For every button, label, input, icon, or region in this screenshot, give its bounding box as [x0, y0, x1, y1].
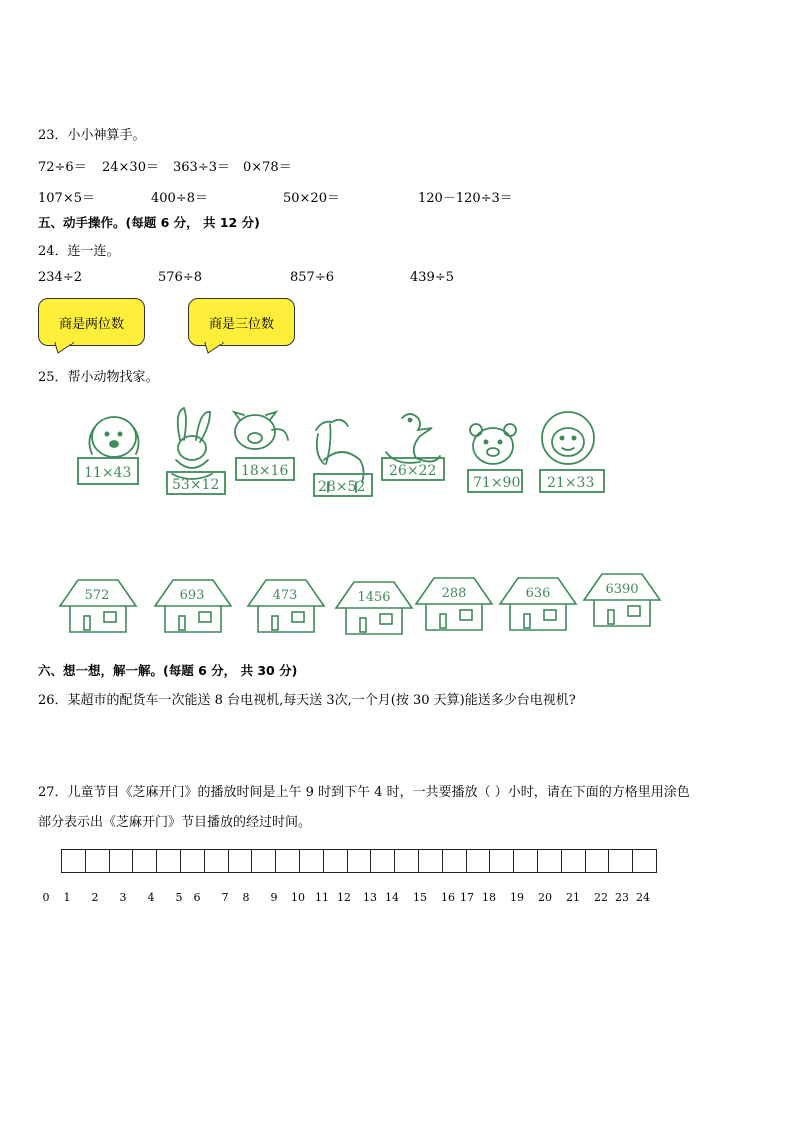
grid-cell[interactable] [133, 849, 157, 873]
speech-bubble-three-digit [188, 298, 295, 346]
q23-title: 23．小小神算手。 [38, 128, 146, 143]
tick-label: 9 [270, 891, 278, 904]
tick-label: 6 [193, 891, 201, 904]
tick-label: 12 [337, 891, 351, 904]
tick-label: 19 [510, 891, 524, 904]
animal-label: 71×90 [473, 475, 521, 491]
grid-cell[interactable] [252, 849, 276, 873]
grid-cell[interactable] [276, 849, 300, 873]
tick-label: 13 [363, 891, 377, 904]
grid-cell[interactable] [157, 849, 181, 873]
house-label: 473 [272, 588, 298, 603]
tick-label: 5 [175, 891, 183, 904]
grid-cell[interactable] [395, 849, 419, 873]
grid-cell[interactable] [586, 849, 610, 873]
speech-bubble-two-digit [38, 298, 145, 346]
section-six-heading: 六、想一想，解一解。(每题 6 分， 共 30 分) [38, 663, 298, 678]
grid-cell[interactable] [181, 849, 205, 873]
tick-label: 16 [441, 891, 455, 904]
grid-cell[interactable] [348, 849, 372, 873]
animal-label: 21×33 [547, 475, 595, 491]
tick-label: 24 [636, 891, 650, 904]
animals-and-houses-illustration [0, 400, 794, 640]
tick-label: 17 [460, 891, 474, 904]
q23-expr: 120－120÷3＝ [418, 191, 513, 206]
animal-label: 11×43 [84, 465, 132, 481]
q24-expr: 234÷2 [38, 270, 82, 285]
animal-label: 18×16 [241, 463, 289, 479]
grid-cell[interactable] [514, 849, 538, 873]
rabbit-icon [172, 408, 212, 479]
animal-label: 26×22 [389, 463, 437, 479]
house-label: 6390 [605, 582, 639, 597]
tick-label: 14 [385, 891, 399, 904]
house-label: 572 [84, 588, 110, 603]
house-label: 1456 [357, 590, 391, 605]
tick-label: 8 [242, 891, 250, 904]
tick-label: 10 [291, 891, 305, 904]
q23-expr: 363÷3＝ [173, 160, 230, 175]
tick-label: 3 [119, 891, 127, 904]
q24-expr: 576÷8 [158, 270, 202, 285]
q25-title: 25．帮小动物找家。 [38, 370, 159, 385]
grid-cell[interactable] [419, 849, 443, 873]
grid-cell[interactable] [443, 849, 467, 873]
grid-cell[interactable] [110, 849, 134, 873]
q23-expr: 72÷6＝ [38, 160, 87, 175]
grid-cell[interactable] [324, 849, 348, 873]
section-five-heading: 五、动手操作。(每题 6 分， 共 12 分) [38, 215, 260, 230]
tick-label: 15 [413, 891, 427, 904]
q24-expr: 857÷6 [290, 270, 334, 285]
grid-cell[interactable] [300, 849, 324, 873]
house-label: 636 [525, 586, 551, 601]
grid-cell[interactable] [538, 849, 562, 873]
grid-cell[interactable] [562, 849, 586, 873]
monkey-icon [542, 412, 594, 464]
tick-label: 2 [91, 891, 99, 904]
duck-icon [386, 414, 440, 463]
tick-label: 20 [538, 891, 552, 904]
q27-line1: 27．儿童节目《芝麻开门》的播放时间是上午 9 时到下午 4 时，一共要播放（ ）小时，请在下面的方格里用涂色 [38, 785, 690, 800]
tick-label: 21 [566, 891, 580, 904]
grid-cell[interactable] [467, 849, 491, 873]
tick-label: 22 [594, 891, 608, 904]
grid-cell[interactable] [490, 849, 514, 873]
q23-expr: 107×5＝ [38, 191, 95, 206]
time-grid[interactable] [61, 849, 657, 873]
q23-expr: 24×30＝ [102, 160, 159, 175]
q24-title: 24．连一连。 [38, 244, 120, 259]
grid-cell[interactable] [86, 849, 110, 873]
bubble-label: 商是两位数 [58, 316, 124, 332]
tick-label: 4 [147, 891, 155, 904]
house-label: 693 [179, 588, 205, 603]
q26-text: 26．某超市的配货车一次能送 8 台电视机,每天送 3次,一个月(按 30 天算)能送多少台电视机? [38, 693, 576, 708]
grid-cell[interactable] [205, 849, 229, 873]
q24-expr: 439÷5 [410, 270, 454, 285]
animal-label: 53×12 [172, 477, 220, 493]
q23-expr: 50×20＝ [283, 191, 340, 206]
bubble-tail [55, 343, 77, 355]
bubble-tail [205, 343, 227, 355]
grid-cell[interactable] [371, 849, 395, 873]
grid-cell[interactable] [609, 849, 633, 873]
q23-expr: 400÷8＝ [151, 191, 208, 206]
tick-label: 11 [315, 891, 329, 904]
tick-label: 18 [482, 891, 496, 904]
bubble-label: 商是三位数 [208, 316, 274, 332]
tick-label: 0 [42, 891, 50, 904]
animal-label: 28×52 [318, 479, 366, 495]
tick-label: 23 [615, 891, 629, 904]
tick-label: 7 [221, 891, 229, 904]
bear-icon [470, 424, 516, 464]
q27-line2: 部分表示出《芝麻开门》节目播放的经过时间。 [38, 815, 312, 830]
grid-cell[interactable] [633, 849, 657, 873]
house-label: 288 [441, 586, 467, 601]
q23-expr: 0×78＝ [243, 160, 292, 175]
pig-icon [234, 412, 288, 449]
dog-icon [89, 417, 138, 457]
tick-label: 1 [63, 891, 71, 904]
grid-cell[interactable] [62, 849, 86, 873]
grid-cell[interactable] [229, 849, 253, 873]
